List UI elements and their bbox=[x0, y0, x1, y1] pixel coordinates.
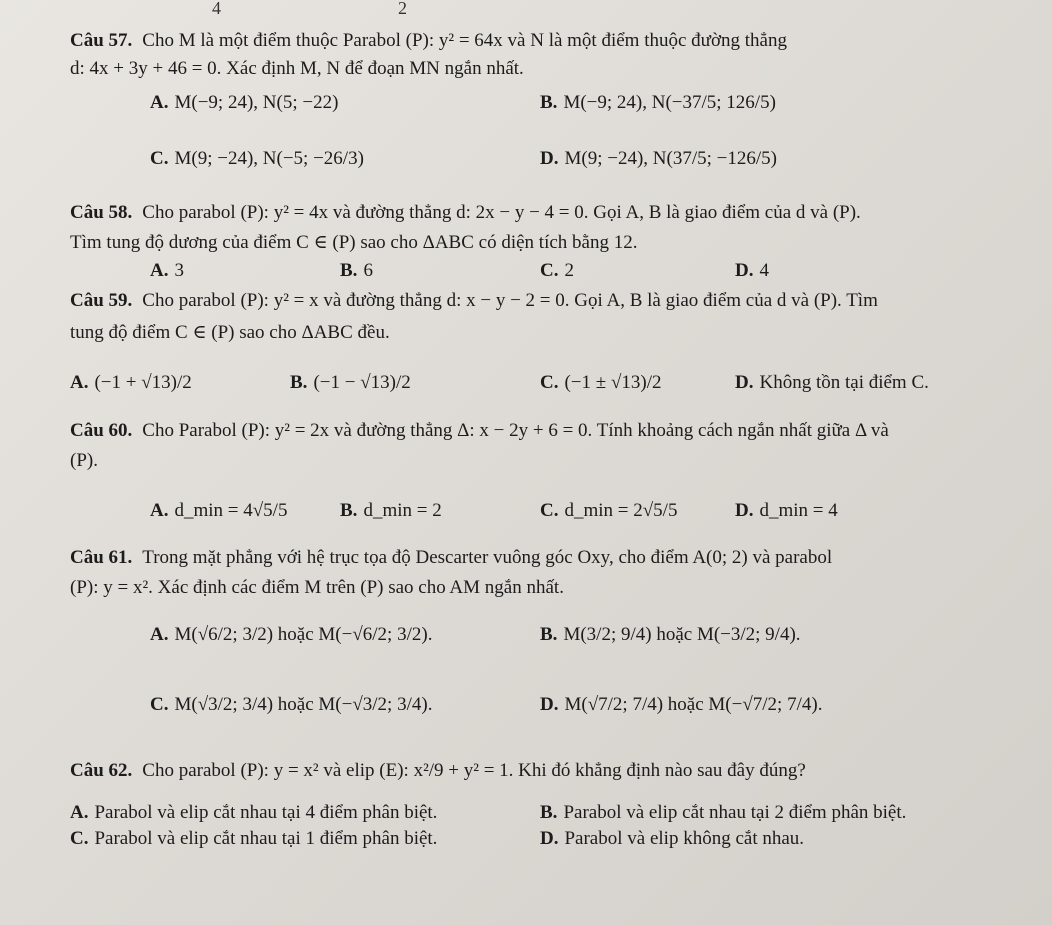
q60-line1 bbox=[70, 418, 889, 444]
q58-line1 bbox=[70, 200, 861, 226]
q62-text1: Cho parabol (P): y = x² và elip (E): x²/9 + y² = 1. Khi đó khẳng định nào sau đây đúng? bbox=[142, 760, 806, 781]
q59-option-a[interactable]: A. (−1 + √13)/2 bbox=[70, 372, 192, 393]
q60-text2: (P). bbox=[70, 450, 98, 471]
q61-head: Câu 61. bbox=[70, 547, 133, 568]
q60-option-c[interactable]: C. d_min = 2√5/5 bbox=[540, 500, 678, 521]
q61-option-c[interactable]: C. M(√3/2; 3/4) hoặc M(−√3/2; 3/4). bbox=[150, 694, 433, 715]
q59-option-d[interactable]: D. Không tồn tại điểm C. bbox=[735, 372, 929, 393]
q58-text2: Tìm tung độ dương của điểm C ∈ (P) sao cho ΔABC có diện tích bằng 12. bbox=[70, 232, 638, 253]
q57-head: Câu 57. bbox=[70, 30, 133, 51]
q57-line1 bbox=[70, 28, 787, 54]
q58-option-c[interactable]: C. 2 bbox=[540, 260, 574, 281]
q62-option-c[interactable]: C. Parabol và elip cắt nhau tại 1 điểm phân biệt. bbox=[70, 828, 438, 849]
q62-head: Câu 62. bbox=[70, 760, 133, 781]
q62-option-b[interactable]: B. Parabol và elip cắt nhau tại 2 điểm phân biệt. bbox=[540, 802, 907, 823]
q61-option-a[interactable]: A. M(√6/2; 3/2) hoặc M(−√6/2; 3/2). bbox=[150, 624, 433, 645]
q61-text2: (P): y = x². Xác định các điểm M trên (P) sao cho AM ngắn nhất. bbox=[70, 577, 564, 598]
q58-head: Câu 58. bbox=[70, 202, 133, 223]
q58-option-b[interactable]: B. 6 bbox=[340, 260, 373, 281]
q60-option-b[interactable]: B. d_min = 2 bbox=[340, 500, 442, 521]
q62-option-a[interactable]: A. Parabol và elip cắt nhau tại 4 điểm phân biệt. bbox=[70, 802, 438, 823]
q60-head: Câu 60. bbox=[70, 420, 133, 441]
q60-option-a[interactable]: A. d_min = 4√5/5 bbox=[150, 500, 288, 521]
q62-option-d[interactable]: D. Parabol và elip không cắt nhau. bbox=[540, 828, 805, 849]
q57-text1: Cho M là một điểm thuộc Parabol (P): y² = 64x và N là một điểm thuộc đường thẳng bbox=[142, 30, 787, 51]
q62-line1 bbox=[70, 758, 806, 784]
q59-option-c[interactable]: C. (−1 ± √13)/2 bbox=[540, 372, 662, 393]
q61-option-b[interactable]: B. M(3/2; 9/4) hoặc M(−3/2; 9/4). bbox=[540, 624, 801, 645]
page-number-left: 4 bbox=[212, 0, 221, 18]
q61-text1: Trong mặt phẳng với hệ trục tọa độ Descarter vuông góc Oxy, cho điểm A(0; 2) và parabol bbox=[142, 547, 833, 568]
q59-text1: Cho parabol (P): y² = x và đường thẳng d: x − y − 2 = 0. Gọi A, B là giao điểm của d và (P). Tìm bbox=[142, 290, 878, 311]
q57-option-a[interactable]: A. M(−9; 24), N(5; −22) bbox=[150, 92, 339, 113]
q60-text1: Cho Parabol (P): y² = 2x và đường thẳng Δ: x − 2y + 6 = 0. Tính khoảng cách ngắn nhất giữa Δ và bbox=[142, 420, 889, 441]
q59-text2: tung độ điểm C ∈ (P) sao cho ΔABC đều. bbox=[70, 322, 390, 343]
q60-option-d[interactable]: D. d_min = 4 bbox=[735, 500, 838, 521]
q58-option-d[interactable]: D. 4 bbox=[735, 260, 769, 281]
q57-option-d[interactable]: D. M(9; −24), N(37/5; −126/5) bbox=[540, 148, 777, 169]
page-number-right: 2 bbox=[398, 0, 407, 18]
q58-option-a[interactable]: A. 3 bbox=[150, 260, 184, 281]
q57-option-b[interactable]: B. M(−9; 24), N(−37/5; 126/5) bbox=[540, 92, 776, 113]
q57-option-c[interactable]: C. M(9; −24), N(−5; −26/3) bbox=[150, 148, 364, 169]
q61-line1 bbox=[70, 545, 832, 571]
q57-text2: d: 4x + 3y + 46 = 0. Xác định M, N để đoạn MN ngắn nhất. bbox=[70, 58, 524, 79]
q61-option-d[interactable]: D. M(√7/2; 7/4) hoặc M(−√7/2; 7/4). bbox=[540, 694, 823, 715]
q58-text1: Cho parabol (P): y² = 4x và đường thẳng d: 2x − y − 4 = 0. Gọi A, B là giao điểm của d và (P). bbox=[142, 202, 861, 223]
q59-head: Câu 59. bbox=[70, 290, 133, 311]
q59-line1 bbox=[70, 288, 878, 314]
q59-option-b[interactable]: B. (−1 − √13)/2 bbox=[290, 372, 411, 393]
